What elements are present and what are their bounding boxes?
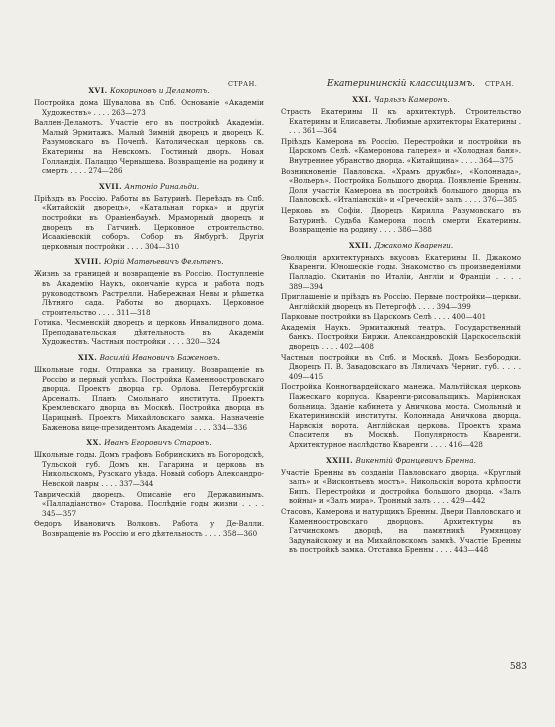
entry-pages: 409—415 bbox=[289, 371, 324, 381]
toc-entry: Валлен-Деламотъ. Участіе его въ постройкѣ Академіи. Малый Эрмитажъ. Малый Зимній дворецъ и дворецъ К. Разумовскаго въ Почепѣ. Католическая церковь св. Екатерины на Невскомъ. Гостиный дворъ. Новая Голландія. Палаццо Чернышева. Возвращеніе на родину и смерть . . . . 274—286 bbox=[34, 118, 264, 176]
left-column-label: СТРАН. bbox=[228, 80, 258, 88]
section-number: XVIII. bbox=[74, 257, 102, 267]
entry-pages: 337—344 bbox=[119, 479, 154, 488]
entry-text: Школьные годы. Отправка за границу. Возвращеніе въ Россію и первый успѣхъ. Постройка Каменноостровскаго дворца. Проектъ дворца гр. Орлова. Петербургскій Арсеналъ. Планъ Смольнаго института. Проектъ Кремлевскаго дворца въ Москвѣ. Постройка дворца въ Царицынѣ. Проектъ Михайловскаго замка. Назначеніе Баженова вице-президентомъ Академіи bbox=[34, 365, 264, 432]
section-number: XIX. bbox=[78, 353, 98, 363]
section-number: XX. bbox=[86, 438, 102, 448]
entry-text: Стасовъ, Камерона и натурщикъ Бренны. Двери Павловскаго и Каменноостровскаго дворцовъ. Архитектуры въ Гатчинскомъ дворцѣ, на памятникѣ Румянцову Задунайскому и на Михайловскомъ замкѣ. Участіе Бренны въ постройкѣ замка. Отставка Бренны bbox=[281, 506, 521, 555]
entry-pages: 334—336 bbox=[212, 422, 247, 432]
section-heading bbox=[281, 456, 521, 465]
section-name: Антоніо Ринальди. bbox=[124, 181, 200, 191]
entry-text: Постройка Конногвардейскаго манежа. Мальтійская церковь Пажескаго корпуса. Кваренги-рисовальщикъ. Маріинская больница. Зданіе кабинета у Аничкова моста. Смольный и Екатерининскій институты. Колоннада Аничкова дворца. Нарвскія ворота. Англійская церковь. Проектъ храма Спасителя въ Москвѣ. Популярность Кваренги. Архитектурное наслѣдство Кваренги bbox=[281, 382, 521, 449]
toc-entry: Участіе Бренны въ созданіи Павловскаго дворца. «Круглый залъ» и «Висконтьевъ мостъ». Никольскія ворота крѣпости Бипъ. Перестройки и достройка большого дворца. «Залъ войны» и «Залъ мира». Тронный залъ . . . . 429—442 bbox=[281, 467, 521, 506]
section-number: XXI. bbox=[352, 95, 372, 104]
entry-text: Парковые постройки въ Царскомъ Селѣ bbox=[281, 312, 432, 322]
entry-pages: 394—399 bbox=[436, 301, 471, 311]
section-heading bbox=[34, 353, 264, 362]
entry-pages: 443—448 bbox=[454, 545, 489, 555]
toc-entry: Пріѣздъ Камерона въ Россію. Перестройки и постройки въ Царскомъ Селѣ. «Камеронова галерея» и «Холодная баня». Внутреннее убранство дворца. «Китайщина» . . . . 364—375 bbox=[281, 136, 521, 165]
entry-text: Церковь въ Софіи. Дворецъ Кирилла Разумовскаго въ Батуринѣ. Судьба Камерона послѣ смерти Екатерины. Возвращеніе на родину bbox=[281, 205, 521, 235]
entry-text: Жизнь за границей и возвращеніе въ Россію. Поступленіе въ Академію Наукъ, окончаніе курса и работа подъ руководствомъ Растрелли. Набережная Невы и рѣшетка Лѣтняго сада. Работы во дворцахъ. Церковное строительство bbox=[34, 269, 264, 317]
section-heading bbox=[34, 86, 264, 95]
section-heading bbox=[34, 182, 264, 191]
toc-entry: Школьные годы. Домъ графовъ Бобринскихъ въ Богородскѣ, Тульской губ. Домъ кн. Гагарина и церковь въ Никольскомъ, Рузскаго уѣзда. Новый соборъ Александро-Невской лавры . . . . 337—344 bbox=[34, 450, 264, 488]
toc-entry: Готика. Чесменскій дворецъ и церковь Инвалидного дома. Преподавательская дѣятельность въ Академіи Художествъ. Частныя постройки . . . . 320—324 bbox=[34, 318, 264, 347]
entry-pages: 304—310 bbox=[145, 241, 180, 251]
toc-entry: Жизнь за границей и возвращеніе въ Россію. Поступленіе въ Академію Наукъ, окончаніе курса и работа подъ руководствомъ Растрелли. Набережная Невы и рѣшетка Лѣтняго сада. Работы во дворцахъ. Церковное строительство . . . . 311—318 bbox=[34, 269, 264, 317]
section-name: Василій Ивановичъ Баженовъ. bbox=[99, 353, 220, 363]
toc-entry: Пріѣздъ въ Россію. Работы въ Батуринѣ. Переѣздъ въ Спб. «Китайскій дворецъ», «Катальная горка» и другія постройки въ Ораніенбаумѣ. Мраморный дворецъ и дворецъ въ Гатчинѣ. Церковное строительство. Исаакіевскій соборъ. Собор въ Ямбургѣ. Другія церковныя постройки . . . . 304—310 bbox=[34, 193, 264, 251]
entry-text: Участіе Бренны въ созданіи Павловскаго дворца. «Круглый залъ» и «Висконтьевъ мостъ». Никольскія ворота крѣпости Бипъ. Перестройки и достройка большого дворца. «Залъ войны» и «Залъ мира». Тронный залъ bbox=[281, 467, 521, 506]
section-heading bbox=[281, 95, 521, 104]
entry-pages: 416—428 bbox=[448, 440, 483, 449]
section-number: XXII. bbox=[348, 240, 373, 250]
entry-pages: 361—364 bbox=[302, 126, 337, 136]
entry-pages: 429—442 bbox=[451, 496, 486, 506]
toc-entry: Приглашеніе и пріѣздъ въ Россію. Первые постройки—церкви. Англійскій дворецъ въ Петергофѣ . . . . 394—399 bbox=[281, 292, 521, 311]
entry-text: Пріѣздъ въ Россію. Работы въ Батуринѣ. Переѣздъ въ Спб. «Китайскій дворецъ», «Катальная горка» и другія постройки въ Ораніенбаумѣ. Мраморный дворецъ и дворецъ въ Гатчинѣ. Церковное строительство. Исаакіевскій соборъ. Собор въ Ямбургѣ. Другія церковныя постройки bbox=[34, 193, 264, 251]
section-name: Юрій Матвѣевичъ Фельтенъ. bbox=[104, 257, 224, 267]
toc-entry: Парковые постройки въ Царскомъ Селѣ . . . . 400—401 bbox=[281, 312, 487, 322]
toc-entry: Эволюція архитектурныхъ вкусовъ Екатерины II. Джакомо Кваренги. Юношескіе годы. Знакомство съ произведеніями Палладіо. Скитанія по Италіи, Англіи и Франціи . . . . 389—394 bbox=[281, 252, 521, 291]
section-number: XVII. bbox=[98, 181, 123, 191]
entry-text: Возникновеніе Павловска. «Храмъ дружбы», «Колоннада», «Вольеръ». Постройка Большого дворца. Появленіе Бренны. Доля участія Камерона въ постройкѣ большого дворца въ Павловскѣ. «Италіанскій» и «Греческій» залъ bbox=[281, 166, 521, 205]
toc-entry: Возникновеніе Павловска. «Храмъ дружбы», «Колоннада», «Вольеръ». Постройка Большого дворца. Появленіе Бренны. Доля участія Камерона въ постройкѣ большого дворца въ Павловскѣ. «Италіанскій» и «Греческій» залъ . . . . 376—385 bbox=[281, 166, 521, 205]
section-name: Иванъ Егоровичъ Старовъ. bbox=[104, 438, 212, 448]
toc-entry: Стасовъ, Камерона и натурщикъ Бренны. Двери Павловскаго и Каменноостровскаго дворцовъ. Архитектуры въ Гатчинскомъ дворцѣ, на памятникѣ Румянцову Задунайскому и на Михайловскомъ замкѣ. Участіе Бренны въ постройкѣ замка. Отставка Бренны . . . . 443—448 bbox=[281, 506, 521, 555]
entry-text: Академія Наукъ. Эрмитажный театръ. Государственный банкъ. Постройки Биржи. Александровскій Царскосельскій дворецъ bbox=[281, 322, 521, 352]
left-column bbox=[34, 80, 264, 540]
right-column-title: Екатерининскій классицизмъ. bbox=[327, 79, 475, 89]
entry-pages: 376—385 bbox=[482, 195, 518, 205]
entry-text: Ѳедоръ Ивановичъ Волковъ. Работа у Де-Валли. Возвращеніе въ Россію и его дѣятельность bbox=[34, 519, 264, 538]
entry-text: Пріѣздъ Камерона въ Россію. Перестройки и постройки въ Царскомъ Селѣ. «Камеронова галерея» и «Холодная баня». Внутреннее убранство дворца. «Китайщина» bbox=[281, 136, 521, 165]
page-number: 583 bbox=[509, 662, 527, 672]
entry-pages: 386—388 bbox=[397, 225, 432, 235]
toc-entry: Школьные годы. Отправка за границу. Возвращеніе въ Россію и первый успѣхъ. Постройка Каменноостровскаго дворца. Проектъ дворца гр. Орлова. Петербургскій Арсеналъ. Планъ Смольнаго института. Проектъ Кремлевскаго дворца въ Москвѣ. Постройка дворца въ Царицынѣ. Проектъ Михайловскаго замка. Назначеніе Баженова вице-президентомъ Академіи . . . . 334—336 bbox=[34, 365, 264, 432]
entry-text: Страсть Екатерины II къ архитектурѣ. Строительство Екатерины и Елисаветы. Любимые архитекторы Екатерины bbox=[281, 107, 521, 126]
section-heading bbox=[34, 438, 264, 447]
entry-text: Готика. Чесменскій дворецъ и церковь Инвалидного дома. Преподавательская дѣятельность въ Академіи Художествъ. Частныя постройки bbox=[34, 318, 264, 347]
entry-pages: 263—273 bbox=[111, 107, 146, 117]
toc-entry: Таврическій дворецъ. Описаніе его Державинымъ. «Палладіанство» Старова. Послѣдніе годы жизни . . . . 345—357 bbox=[34, 489, 265, 518]
entry-pages: 358—360 bbox=[222, 528, 258, 538]
entry-pages: 345—357 bbox=[42, 508, 77, 518]
entry-text: Частныя постройки въ Спб. и Москвѣ. Домъ Безбородки. Дворецъ П. В. Завадовскаго въ Ляличахъ Черниг. губ. bbox=[281, 352, 521, 372]
section-name: Кокориновъ и Деламотъ. bbox=[110, 86, 210, 95]
section-number: XVI. bbox=[88, 86, 108, 95]
right-column bbox=[281, 80, 521, 556]
toc-entry: Ѳедоръ Ивановичъ Волковъ. Работа у Де-Валли. Возвращеніе въ Россію и его дѣятельность . . . . 358—360 bbox=[34, 519, 264, 538]
section-number: XXIII. bbox=[326, 455, 354, 465]
entry-pages: 402—408 bbox=[339, 342, 374, 352]
right-column-label: СТРАН. bbox=[485, 80, 515, 88]
section-name: Чарльзъ Камеронъ. bbox=[373, 95, 450, 104]
entry-text: Валлен-Деламотъ. Участіе его въ постройкѣ Академіи. Малый Эрмитажъ. Малый Зимній дворецъ и дворецъ К. Разумовскаго въ Почепѣ. Католическая церковь св. Екатерины на Невскомъ. Гостиный дворъ. Новая Голландія. Палаццо Чернышева. Возвращеніе на родину и смерть bbox=[34, 118, 264, 176]
entry-pages: 389—394 bbox=[289, 281, 324, 291]
entry-text: Постройка дома Шувалова въ Спб. Основаніе «Академіи Художествъ» bbox=[34, 98, 264, 117]
toc-entry: Страсть Екатерины II къ архитектурѣ. Строительство Екатерины и Елисаветы. Любимые архитекторы Екатерины . . . . 361—364 bbox=[281, 107, 521, 136]
toc-entry: Церковь въ Софіи. Дворецъ Кирилла Разумовскаго въ Батуринѣ. Судьба Камерона послѣ смерти Екатерины. Возвращеніе на родину . . . . 386—388 bbox=[281, 205, 521, 235]
entry-pages: 400—401 bbox=[452, 312, 487, 322]
section-name: Джакомо Кваренги. bbox=[374, 240, 454, 250]
entry-pages: 364—375 bbox=[479, 155, 514, 165]
section-heading bbox=[34, 257, 264, 266]
entry-pages: 274—286 bbox=[88, 166, 123, 176]
entry-text: Таврическій дворецъ. Описаніе его Державинымъ. «Палладіанство» Старова. Послѣдніе годы жизни bbox=[34, 489, 264, 509]
entry-text: Приглашеніе и пріѣздъ въ Россію. Первые постройки—церкви. Англійскій дворецъ въ Петергофѣ bbox=[281, 292, 521, 311]
toc-entry: Постройка Конногвардейскаго манежа. Мальтійская церковь Пажескаго корпуса. Кваренги-рисовальщикъ. Маріинская больница. Зданіе кабинета у Аничкова моста. Смольный и Екатерининскій институты. Колоннада Аничкова дворца. Нарвскія ворота. Англійская церковь. Проектъ храма Спасителя въ Москвѣ. Популярность Кваренги. Архитектурное наслѣдство Кваренги . . . . 416—428 bbox=[281, 382, 521, 449]
toc-entry: Постройка дома Шувалова въ Спб. Основаніе «Академіи Художествъ» . . . . 263—273 bbox=[34, 98, 264, 117]
toc-entry: Частныя постройки въ Спб. и Москвѣ. Домъ Безбородки. Дворецъ П. В. Завадовскаго въ Ляличахъ Черниг. губ. . . . . 409—415 bbox=[281, 352, 521, 381]
section-heading bbox=[281, 241, 521, 250]
entry-text: Школьные годы. Домъ графовъ Бобринскихъ въ Богородскѣ, Тульской губ. Домъ кн. Гагарина и церковь въ Никольскомъ, Рузскаго уѣзда. Новый соборъ Александро-Невской лавры bbox=[34, 450, 264, 488]
entry-text: Эволюція архитектурныхъ вкусовъ Екатерины II. Джакомо Кваренги. Юношескіе годы. Знакомство съ произведеніями Палладіо. Скитанія по Италіи, Англіи и Франціи bbox=[281, 252, 521, 281]
entry-pages: 311—318 bbox=[116, 307, 151, 317]
toc-entry: Академія Наукъ. Эрмитажный театръ. Государственный банкъ. Постройки Биржи. Александровскій Царскосельскій дворецъ . . . . 402—408 bbox=[281, 322, 521, 352]
entry-pages: 320—324 bbox=[186, 337, 221, 347]
section-name: Викентій Францевичъ Бренна. bbox=[355, 455, 476, 465]
